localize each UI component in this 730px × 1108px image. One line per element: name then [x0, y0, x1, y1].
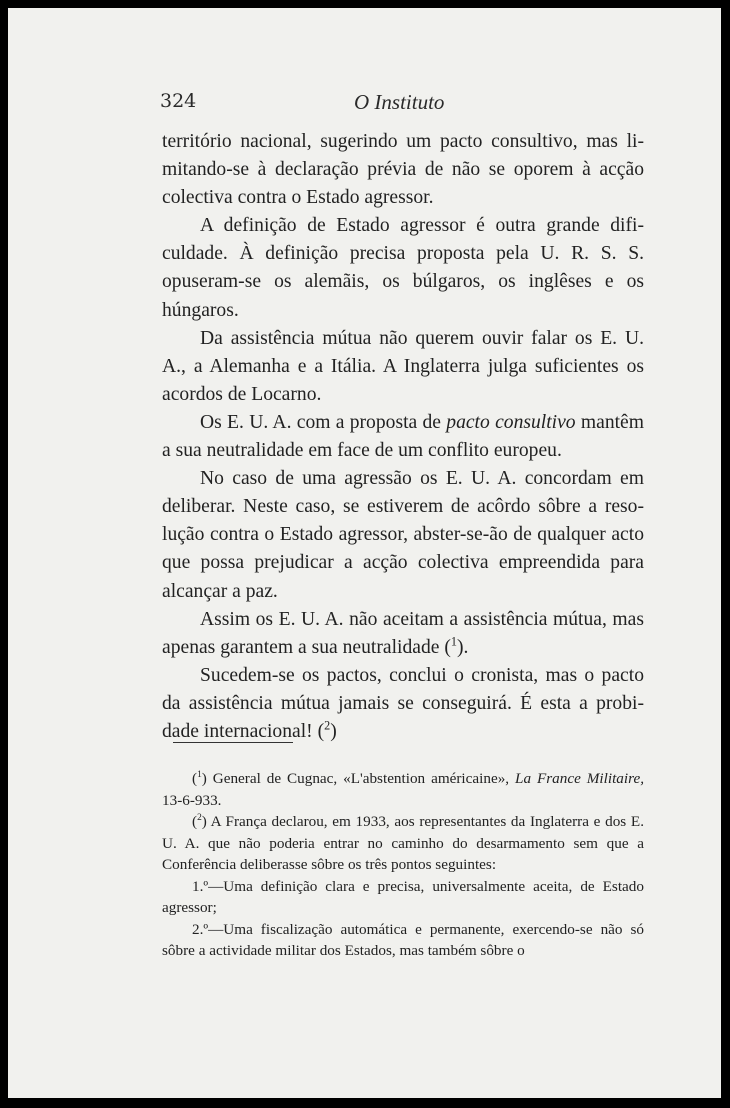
footnote-2-open: ( [192, 813, 198, 830]
paragraph-2: A definição de Estado agressor é outra grande dificuldade. À definição precisa proposta pela U. R. S. S. opuseram-se os alemãis, os búlgaros, os inglêses e os húngaros. [162, 215, 644, 321]
footnote-1-text-a: ) General de Cugnac, «L'abstention américaine», [201, 770, 516, 787]
footnote-ref-2: 2 [324, 718, 331, 733]
footnote-2-item-1: 1.º—Uma definição clara e precisa, universalmente aceita, de Estado agressor; [162, 877, 644, 916]
paragraph-1: território nacional, sugerindo um pacto consultivo, mas limitando-se à declaração prévia de não se oporem à acção colectiva contra o Estado agressor. [162, 131, 644, 209]
paragraph-3: Da assistência mútua não querem ouvir falar os E. U. A., a Alemanha e a Itália. A Inglaterra julga suficientes os acordos de Locarno. [162, 327, 644, 405]
footnote-1-italic: La France Militaire, [515, 770, 644, 787]
footnote-2 [162, 811, 644, 876]
footnote-1-open: ( [192, 770, 198, 787]
paragraph-7-text-b: ) [330, 720, 337, 742]
paragraph-6 [162, 606, 644, 662]
page-header [8, 88, 721, 118]
paragraph-5: No caso de uma agressão os E. U. A. concordam em deliberar. Neste caso, se estiverem de acôrdo sôbre a resolução contra o Estado agressor, abster-se-ão de qualquer acto que possa prejudicar a acção colectiva empreendida para alcançar a paz. [162, 468, 644, 602]
paragraph-4-text-b: mantêm a sua neutralidade em face de um conflito europeu. [162, 411, 644, 462]
book-page [8, 8, 721, 1098]
paragraph-7-text-a: Sucedem-se os pactos, conclui o cronista, mas o pacto da assistência mútua jamais se conseguirá. É esta a probidade internacional! ( [162, 664, 644, 742]
running-title: O Instituto [354, 90, 445, 114]
paragraph-4-text-a: Os E. U. A. com a proposta de [200, 411, 447, 433]
footnote-2-mark: 2 [197, 812, 202, 823]
paragraph-4 [162, 409, 644, 465]
footnote-1-mark: 1 [197, 769, 202, 780]
body-text [162, 128, 644, 746]
paragraph-7 [162, 662, 644, 746]
footnote-divider [173, 742, 293, 743]
footnote-ref-1: 1 [450, 634, 457, 649]
paragraph-6-text-a: Assim os E. U. A. não aceitam a assistência mútua, mas apenas garantem a sua neutralidade ( [162, 608, 644, 658]
page-number: 324 [160, 90, 197, 112]
footnote-1 [162, 768, 644, 811]
footnote-1-text-b: 13-6-933. [162, 791, 222, 809]
footnote-2-item-2: 2.º—Uma fiscalização automática e permanente, exercendo-se não só sôbre a actividade militar dos Estados, mas também sôbre o [162, 920, 644, 959]
footnote-2-text: ) A França declarou, em 1933, aos representantes da Inglaterra e dos E. U. A. que não poderia entrar no caminho do desarmamento sem que a Conferência deliberasse sôbre os três pontos seguintes: [162, 813, 644, 873]
paragraph-4-italic: pacto consultivo [446, 411, 576, 433]
footnotes [162, 768, 644, 962]
paragraph-6-text-b: ). [456, 636, 469, 658]
